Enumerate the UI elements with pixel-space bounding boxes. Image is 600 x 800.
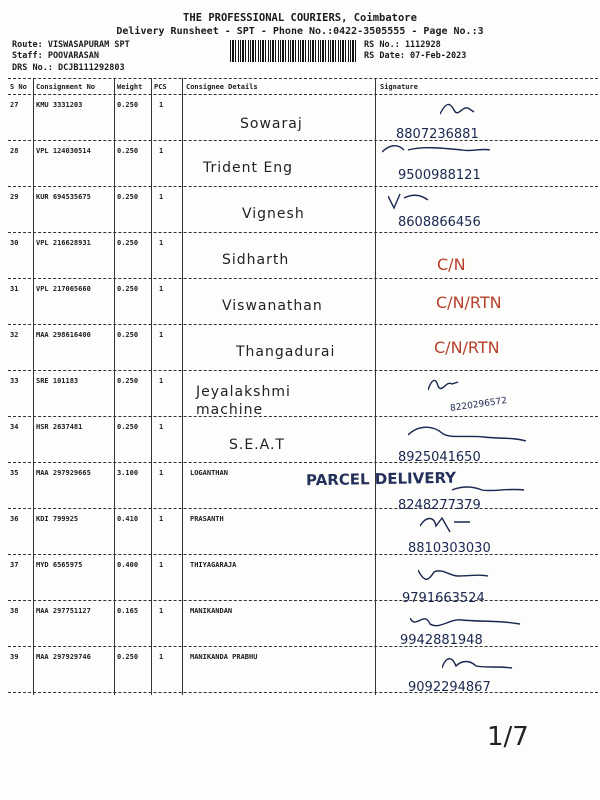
handwritten-consignee: Vignesh [242, 206, 305, 222]
handwritten-phone: 9942881948 [400, 633, 483, 648]
col-header-consignment: Consignment No [36, 83, 96, 91]
row-consignment-no: KMU 3331203 [36, 101, 83, 109]
row-weight: 0.250 [117, 331, 139, 339]
row-separator [8, 186, 598, 187]
staff-label: Staff: POOVARASAN [12, 51, 99, 61]
row-separator [8, 554, 598, 555]
row-weight: 0.250 [117, 377, 139, 385]
col-header-sno: S No [10, 83, 27, 91]
signature-scribble [452, 482, 582, 506]
row-consignee: MANIKANDA PRABHU [190, 653, 258, 661]
handwritten-phone: 8925041650 [398, 450, 481, 465]
row-weight: 0.165 [117, 607, 139, 615]
row-separator [8, 508, 598, 509]
row-sno: 30 [10, 239, 19, 247]
handwritten-consignee: Trident Eng [203, 160, 294, 176]
handwritten-consignee: Jeyalakshmi machine [196, 384, 291, 418]
row-pcs: 1 [159, 239, 164, 247]
row-consignee: THIYAGARAJA [190, 561, 237, 569]
col-header-pcs: PCS [154, 83, 167, 91]
header-row-border [8, 94, 598, 95]
row-pcs: 1 [159, 469, 164, 477]
row-sno: 35 [10, 469, 19, 477]
row-pcs: 1 [159, 653, 164, 661]
signature-scribble [388, 192, 518, 216]
row-weight: 0.410 [117, 515, 139, 523]
signature-stroke [440, 104, 474, 114]
col-header-signature: Signature [380, 83, 418, 91]
signature-scribble [420, 516, 550, 540]
row-weight: 0.250 [117, 193, 139, 201]
signature-stroke [418, 570, 488, 579]
signature-stroke [442, 659, 512, 668]
row-consignment-no: MAA 297751127 [36, 607, 91, 615]
row-sno: 38 [10, 607, 19, 615]
handwritten-phone: 8220296572 [449, 396, 508, 414]
row-pcs: 1 [159, 193, 164, 201]
row-weight: 0.250 [117, 653, 139, 661]
row-separator [8, 370, 598, 371]
row-consignment-no: SRE 101183 [36, 377, 79, 385]
row-sno: 33 [10, 377, 19, 385]
signature-stroke [408, 427, 526, 441]
not-delivered-mark: C/N/RTN [434, 338, 500, 357]
rs-date: RS Date: 07-Feb-2023 [364, 51, 467, 61]
handwritten-consignee: Thangadurai [236, 344, 336, 360]
rs-number: RS No.: 1112928 [364, 40, 441, 50]
signature-stroke [428, 380, 458, 390]
row-separator [8, 232, 598, 233]
barcode [230, 40, 358, 62]
row-consignee: LOGANTHAN [190, 469, 228, 477]
row-weight: 0.250 [117, 147, 139, 155]
handwritten-consignee: S.E.A.T [229, 437, 285, 453]
handwritten-consignee: Sowaraj [240, 116, 303, 132]
row-weight: 0.250 [117, 285, 139, 293]
row-consignee: MANIKANDAN [190, 607, 233, 615]
page-mark: 1/7 [487, 722, 529, 752]
company-title: THE PROFESSIONAL COURIERS, Coimbatore [183, 12, 417, 24]
row-separator [8, 646, 598, 647]
handwritten-phone: 9092294867 [408, 680, 491, 695]
row-pcs: 1 [159, 423, 164, 431]
handwritten-consignee: Sidharth [222, 252, 290, 268]
signature-stroke [388, 194, 428, 208]
row-separator [8, 692, 598, 693]
row-consignment-no: VPL 124030514 [36, 147, 91, 155]
row-weight: 0.400 [117, 561, 139, 569]
row-weight: 0.250 [117, 239, 139, 247]
handwritten-phone: 8608866456 [398, 215, 481, 230]
row-sno: 39 [10, 653, 19, 661]
parcel-delivery-stamp: PARCEL DELIVERY [305, 468, 457, 490]
signature-scribble [440, 100, 570, 124]
row-consignment-no: MYD 6565975 [36, 561, 83, 569]
row-consignment-no: HSR 2637481 [36, 423, 83, 431]
handwritten-phone: 9500988121 [398, 168, 481, 183]
row-consignment-no: MAA 298616400 [36, 331, 91, 339]
row-pcs: 1 [159, 101, 164, 109]
handwritten-phone: 9791663524 [402, 591, 485, 606]
row-sno: 28 [10, 147, 19, 155]
not-delivered-mark: C/N/RTN [436, 293, 502, 312]
signature-scribble [418, 566, 548, 590]
col-header-consignee: Consignee Details [186, 83, 258, 91]
row-consignment-no: VPL 216628931 [36, 239, 91, 247]
table-top-border [8, 78, 598, 79]
signature-scribble [408, 425, 538, 449]
row-consignment-no: VPL 217065660 [36, 285, 91, 293]
signature-stroke [410, 618, 520, 626]
route-label: Route: VISWASAPURAM SPT [12, 40, 130, 50]
row-consignment-no: KUR 694535675 [36, 193, 91, 201]
row-pcs: 1 [159, 561, 164, 569]
runsheet-subtitle: Delivery Runsheet - SPT - Phone No.:0422-3505555 - Page No.:3 [116, 26, 484, 37]
row-separator [8, 600, 598, 601]
row-weight: 0.250 [117, 423, 139, 431]
row-separator [8, 462, 598, 463]
row-sno: 32 [10, 331, 19, 339]
row-separator [8, 140, 598, 141]
signature-scribble [382, 144, 512, 168]
signature-stroke [382, 146, 490, 152]
signature-scribble [442, 656, 572, 680]
table-row [0, 235, 600, 281]
handwritten-phone: 8248277379 [398, 498, 481, 513]
row-pcs: 1 [159, 331, 164, 339]
not-delivered-mark: C/N [437, 255, 466, 274]
row-sno: 36 [10, 515, 19, 523]
row-pcs: 1 [159, 607, 164, 615]
row-pcs: 1 [159, 285, 164, 293]
row-consignee: PRASANTH [190, 515, 224, 523]
row-separator [8, 324, 598, 325]
handwritten-consignee: Viswanathan [222, 298, 323, 314]
row-pcs: 1 [159, 515, 164, 523]
row-consignment-no: KDI 799925 [36, 515, 79, 523]
signature-scribble [428, 376, 558, 400]
col-header-weight: Weight [117, 83, 143, 91]
signature-stroke [420, 518, 470, 532]
row-pcs: 1 [159, 147, 164, 155]
row-pcs: 1 [159, 377, 164, 385]
row-separator [8, 278, 598, 279]
signature-scribble [410, 612, 540, 636]
row-sno: 31 [10, 285, 19, 293]
row-weight: 0.250 [117, 101, 139, 109]
drs-number: DRS No.: DCJB111292803 [12, 63, 125, 73]
row-sno: 27 [10, 101, 19, 109]
row-sno: 37 [10, 561, 19, 569]
row-sno: 34 [10, 423, 19, 431]
handwritten-phone: 8807236881 [396, 127, 479, 142]
row-consignment-no: MAA 297929746 [36, 653, 91, 661]
row-consignment-no: MAA 297929665 [36, 469, 91, 477]
signature-stroke [452, 487, 524, 491]
row-weight: 3.100 [117, 469, 139, 477]
handwritten-phone: 8810303030 [408, 541, 491, 556]
row-sno: 29 [10, 193, 19, 201]
